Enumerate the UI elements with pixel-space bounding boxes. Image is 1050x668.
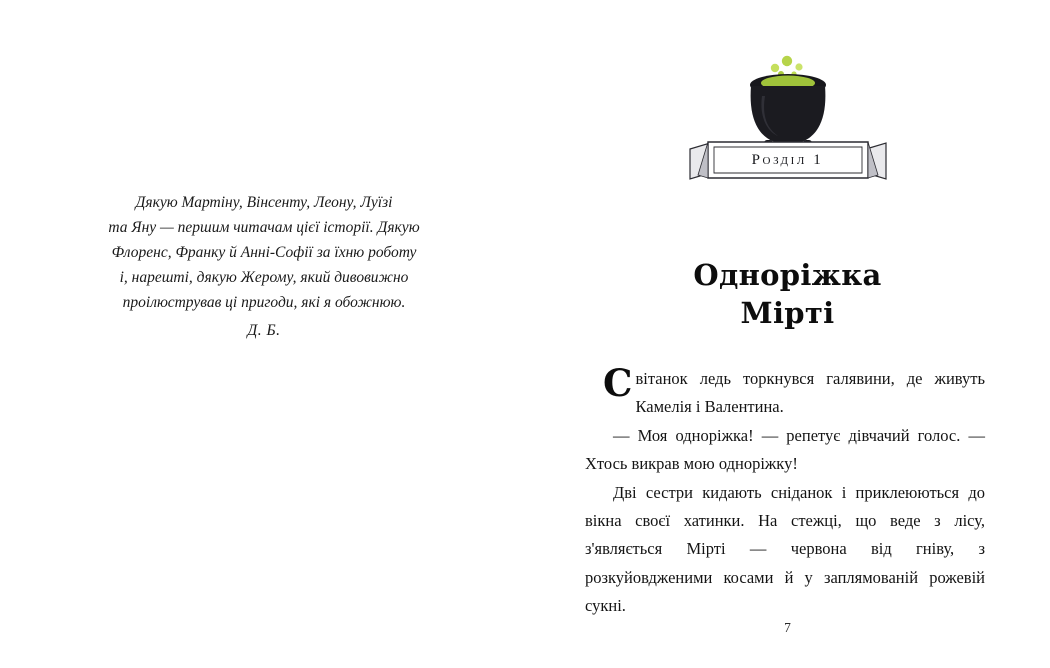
chapter-body: [585, 361, 985, 620]
dedication-line: Флоренс, Франку й Анні-Софії за їхню роботу: [111, 244, 417, 262]
chapter-emblem: [525, 48, 1050, 198]
chapter-title: [525, 257, 1050, 331]
page-number: 7: [784, 620, 791, 635]
right-page: [525, 0, 1050, 668]
chapter-title-line-1: Одноріжка: [693, 258, 882, 293]
paragraph: [585, 361, 985, 422]
dedication-line: та Яну — першим читачам цієї історії. Дякую: [108, 219, 420, 237]
chapter-title-line-2: Мірті: [740, 295, 835, 330]
paragraph-text: вітанок ледь торкнувся галявини, де живуть Камелія і Валентина.: [635, 369, 985, 417]
dedication-block: [78, 190, 450, 343]
dedication-signature: Д. Б.: [247, 321, 281, 339]
chapter-banner-label: Розділ 1: [751, 152, 824, 168]
dedication-line: Дякую Мартіну, Вінсенту, Леону, Луїзі: [135, 194, 393, 211]
paragraph: — Моя одноріжка! — репетує дівчачий голос. — Хтось викрав мою одноріжку!: [585, 425, 985, 474]
drop-cap: С: [603, 361, 633, 405]
dedication-line: і, нарешті, дякую Жерому, який дивовижно: [119, 269, 409, 287]
dedication-line: проілюстрував ці пригоди, які я обожнюю.: [122, 294, 406, 312]
paragraph: Дві сестри кидають сніданок і приклеюються до вікна своєї хатинки. На стежці, що веде з лісу, з'являється Мірті — червона від гніву, з розкуйовдженими косами й у заплямованій рожевій сукні.: [585, 482, 985, 615]
